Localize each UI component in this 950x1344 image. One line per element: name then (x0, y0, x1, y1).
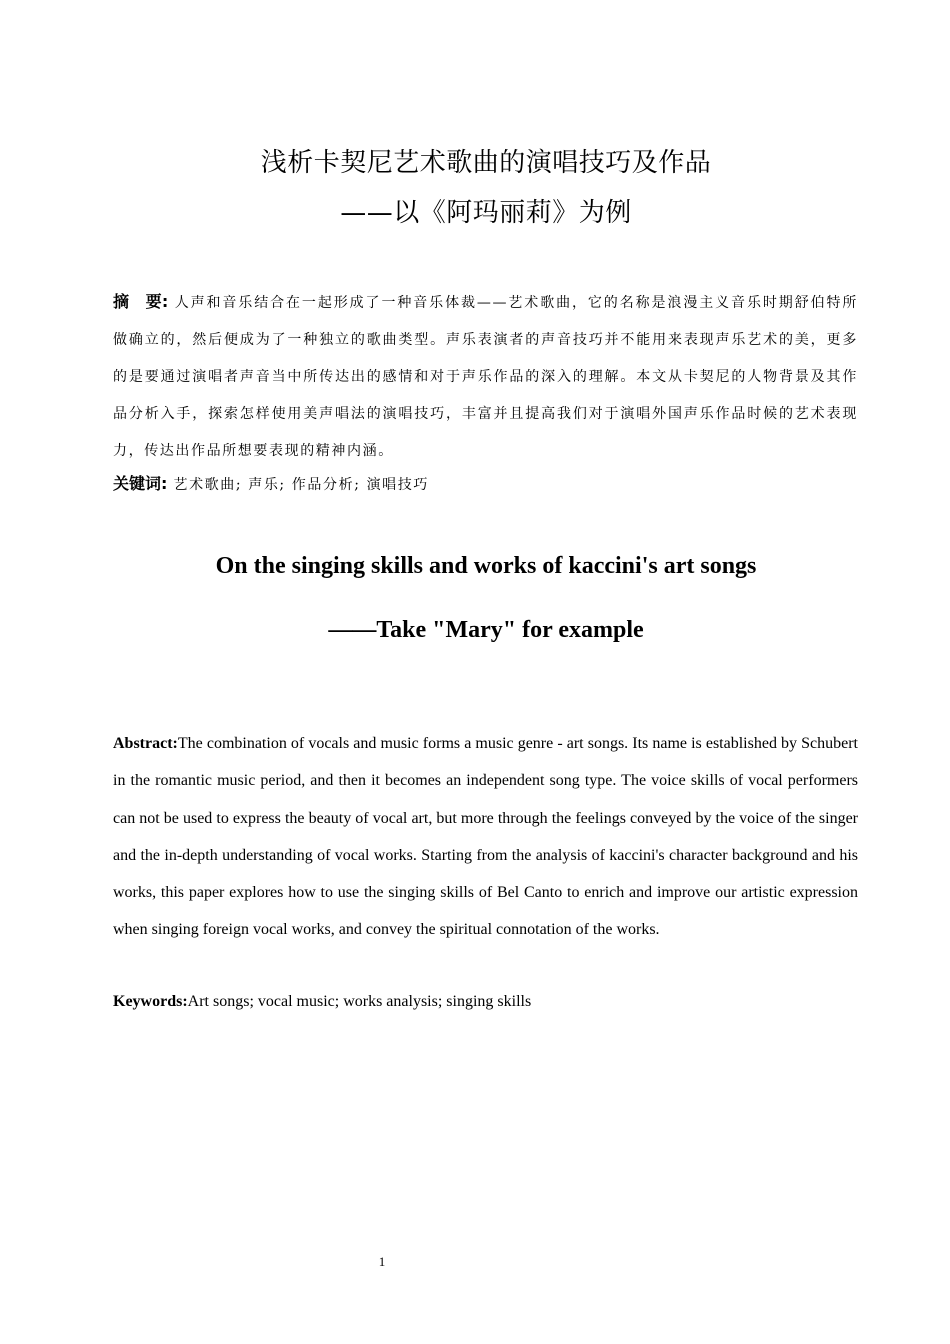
chinese-keywords (113, 467, 858, 502)
chinese-keywords-label: 关键词: (113, 474, 168, 493)
chinese-keywords-text: 艺术歌曲; 声乐; 作品分析; 演唱技巧 (173, 477, 429, 493)
english-abstract-label: Abstract: (113, 735, 178, 752)
chinese-subtitle: ——以《阿玛丽莉》为例 (340, 198, 632, 228)
english-title: On the singing skills and works of kaccini's art songs (215, 553, 757, 579)
english-abstract (113, 725, 858, 949)
page-number: 1 (378, 1254, 386, 1269)
chinese-abstract-label: 摘 要: (113, 292, 169, 311)
english-abstract-text: The combination of vocals and music forms a music genre - art songs. Its name is established by Schubert in the romantic music period, and then it becomes an independent song type. The voice skills of vocal performers can not be used to express the beauty of vocal art, but more through the feelings conveyed by the voice of the singer and the in-depth understanding of vocal works. Starting from the analysis of kaccini's character background and his works, this paper explores how to use the singing skills of Bel Canto to enrich and improve our artistic expression when singing foreign vocal works, and convey the spiritual connotation of the works. (113, 735, 858, 939)
chinese-abstract-text: 人声和音乐结合在一起形成了一种音乐体裁——艺术歌曲，它的名称是浪漫主义音乐时期舒伯特所做确立的，然后便成为了一种独立的歌曲类型。声乐表演者的声音技巧并不能用来表现声乐艺术的美，更多的是要通过演唱者声音当中所传达出的感情和对于声乐作品的深入的理解。本文从卡契尼的人物背景及其作品分析入手，探索怎样使用美声唱法的演唱技巧，丰富并且提高我们对于演唱外国声乐作品时候的艺术表现力，传达出作品所想要表现的精神内涵。 (113, 295, 858, 459)
chinese-title: 浅析卡契尼艺术歌曲的演唱技巧及作品 (260, 148, 712, 178)
english-keywords-label: Keywords: (113, 993, 188, 1010)
chinese-abstract (113, 283, 858, 470)
english-keywords (113, 988, 858, 1016)
english-subtitle: ——Take "Mary" for example (328, 617, 644, 643)
english-keywords-text: Art songs; vocal music; works analysis; singing skills (187, 993, 532, 1010)
